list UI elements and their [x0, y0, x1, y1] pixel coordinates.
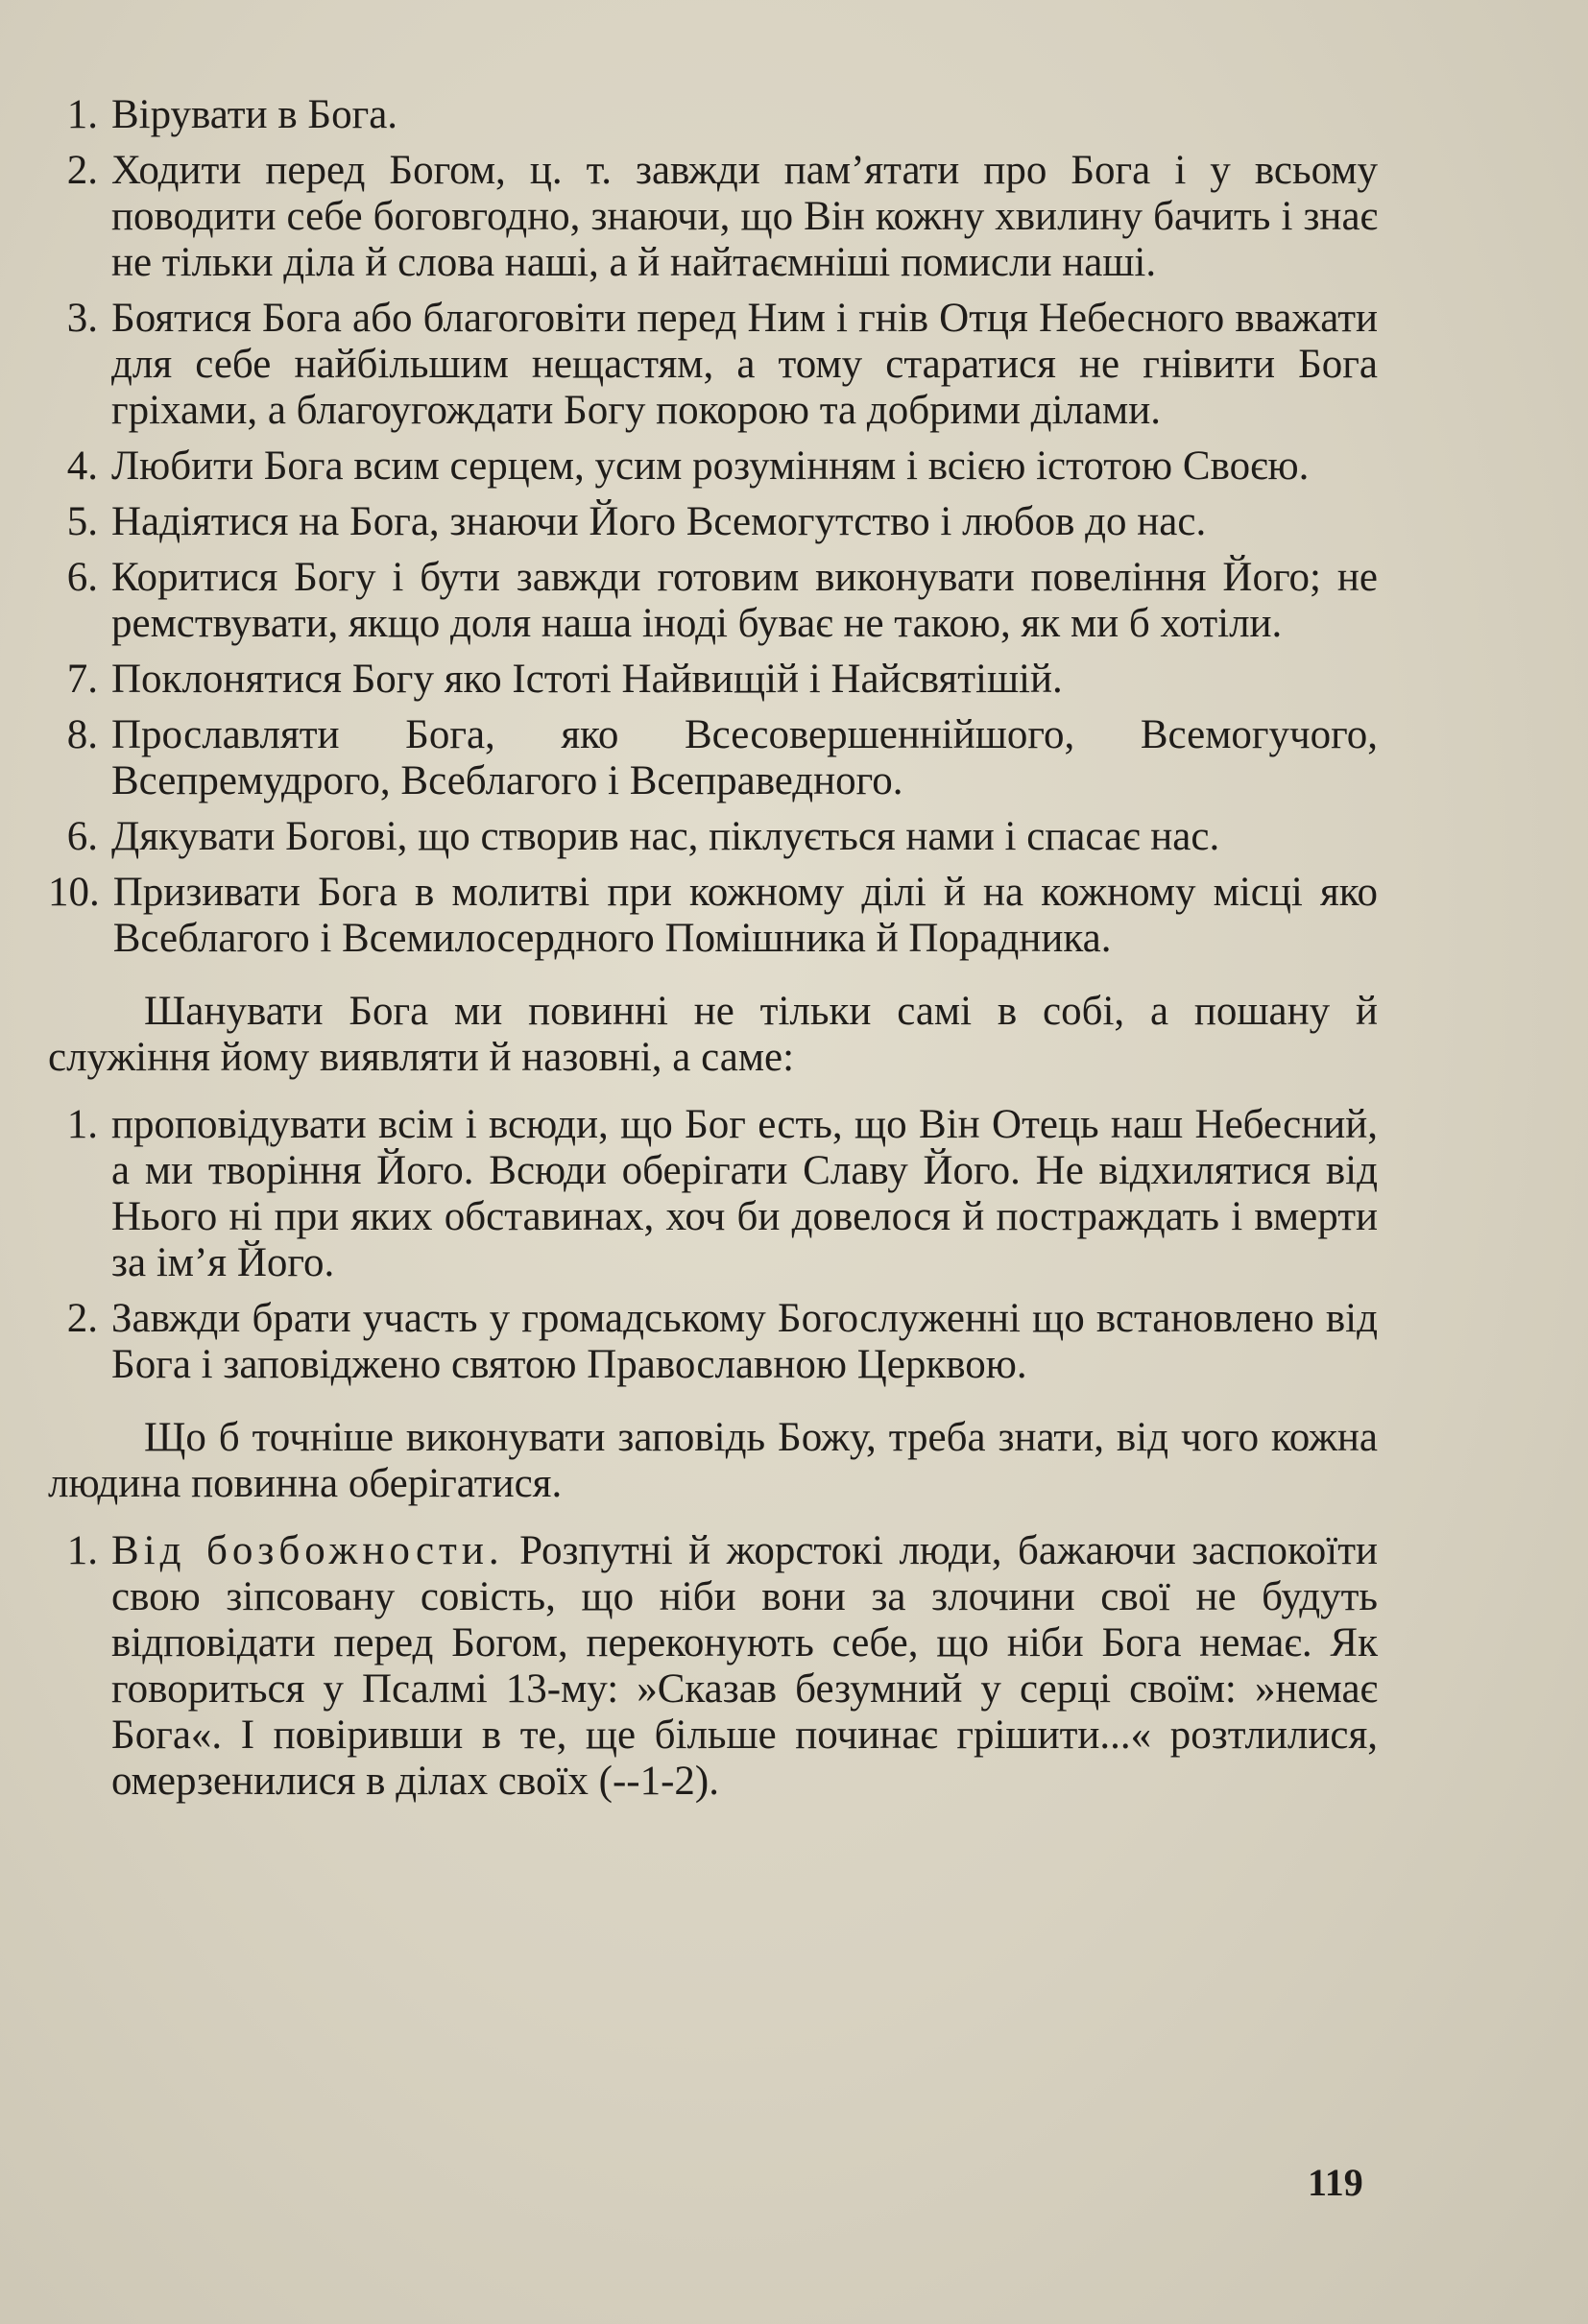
item-body: Розпутні й жорстокі люди, бажаючи заспокоїти свою зіпсовану совість, що ніби вони за злочини свої не будуть відповідати перед Богом, переконують себе, що ніби Бога немає. Як говориться у Псалмі 13-му: »Сказав безумний у серці своїм: »немає Бога«. І повіривши в те, ще більше починає грішити...« розтлилися, омерзенилися в ділах своїх (--1-2). [111, 1528, 1379, 1804]
list-item [48, 1296, 1378, 1388]
list-item [48, 712, 1378, 804]
page-content [48, 92, 1378, 1814]
item-number: 10. [48, 870, 100, 915]
item-number: 1. [66, 1102, 98, 1147]
guard-paragraph: Що б точніше виконувати заповідь Божу, треба знати, від чого кожна людина повинна оберігатися. [48, 1415, 1378, 1506]
item-number: 4. [66, 443, 98, 489]
item-text: Завжди брати участь у громадському Богослуженні що встановлено від Бога і заповіджено святою Православною Церквою. [111, 1296, 1378, 1387]
outward-worship-list [48, 1102, 1378, 1388]
list-item [48, 657, 1378, 703]
list-item [48, 870, 1378, 962]
item-number: 5. [66, 499, 98, 544]
sins-list [48, 1528, 1378, 1805]
worship-paragraph: Шанувати Бога ми повинні не тільки самі в собі, а пошану й служіння йому виявляти й назовні, а саме: [48, 989, 1378, 1080]
item-number: 7. [66, 657, 98, 702]
item-number: 2. [66, 1296, 98, 1341]
item-text: Боятися Бога або благоговіти перед Ним і гнів Отця Небесного вважати для себе найбільшим нещастям, а тому старатися не гнівити Бога гріхами, а благоугождати Богу покорою та добрими ділами. [111, 296, 1378, 433]
item-text: Поклонятися Богу яко Істоті Найвищій і Найсвятішій. [111, 657, 1063, 702]
list-item [48, 555, 1378, 647]
item-text: Призивати Бога в молитві при кожному ділі й на кожному місці яко Всеблагого і Всемилосердного Помішника й Порадника. [112, 870, 1378, 961]
item-number: 1. [66, 1528, 98, 1573]
item-number: 1. [66, 92, 98, 137]
item-lead: Від бозбожности. [111, 1528, 504, 1573]
item-number: 8. [66, 712, 98, 757]
page-number: 119 [1308, 2161, 1363, 2204]
item-text: Коритися Богу і бути завжди готовим виконувати повеління Його; не ремствувати, якщо доля наша іноді буває не такою, як ми б хотіли. [111, 555, 1378, 646]
item-text: проповідувати всім і всюди, що Бог есть, що Він Отець наш Небесний, а ми творіння Його. Всюди оберігати Славу Його. Не відхилятися від Нього ні при яких обставинах, хоч би довелося й постраждать і вмерти за ім’я Його. [111, 1102, 1378, 1285]
item-text: Любити Бога всим серцем, усим розумінням і всією істотою Своєю. [111, 443, 1310, 489]
item-number: 2. [66, 148, 98, 193]
item-text: Надіятися на Бога, знаючи Його Всемогутство і любов до нас. [111, 499, 1207, 544]
list-item [48, 296, 1378, 434]
list-item [48, 499, 1378, 545]
list-item [48, 443, 1378, 490]
duties-list [48, 92, 1378, 962]
item-text: Ходити перед Богом, ц. т. завжди пам’ятати про Бога і у всьому поводити себе боговгодно, знаючи, що Він кожну хвилину бачить і знає не тільки діла й слова наші, а й найтаємніші помисли наші. [111, 148, 1378, 285]
list-item [48, 1528, 1378, 1805]
item-text [111, 1528, 1378, 1805]
list-item [48, 92, 1378, 138]
item-number: 6. [66, 814, 98, 859]
item-text: Вірувати в Бога. [111, 92, 398, 137]
item-number: 3. [66, 296, 98, 341]
item-number: 6. [66, 555, 98, 600]
list-item [48, 1102, 1378, 1286]
item-text: Дякувати Богові, що створив нас, піклується нами і спасає нас. [111, 814, 1220, 859]
list-item [48, 148, 1378, 286]
item-text: Прославляти Бога, яко Всесовершеннійшого, Всемогучого, Всепремудрого, Всеблагого і Всеправедного. [111, 712, 1378, 803]
list-item [48, 814, 1378, 860]
